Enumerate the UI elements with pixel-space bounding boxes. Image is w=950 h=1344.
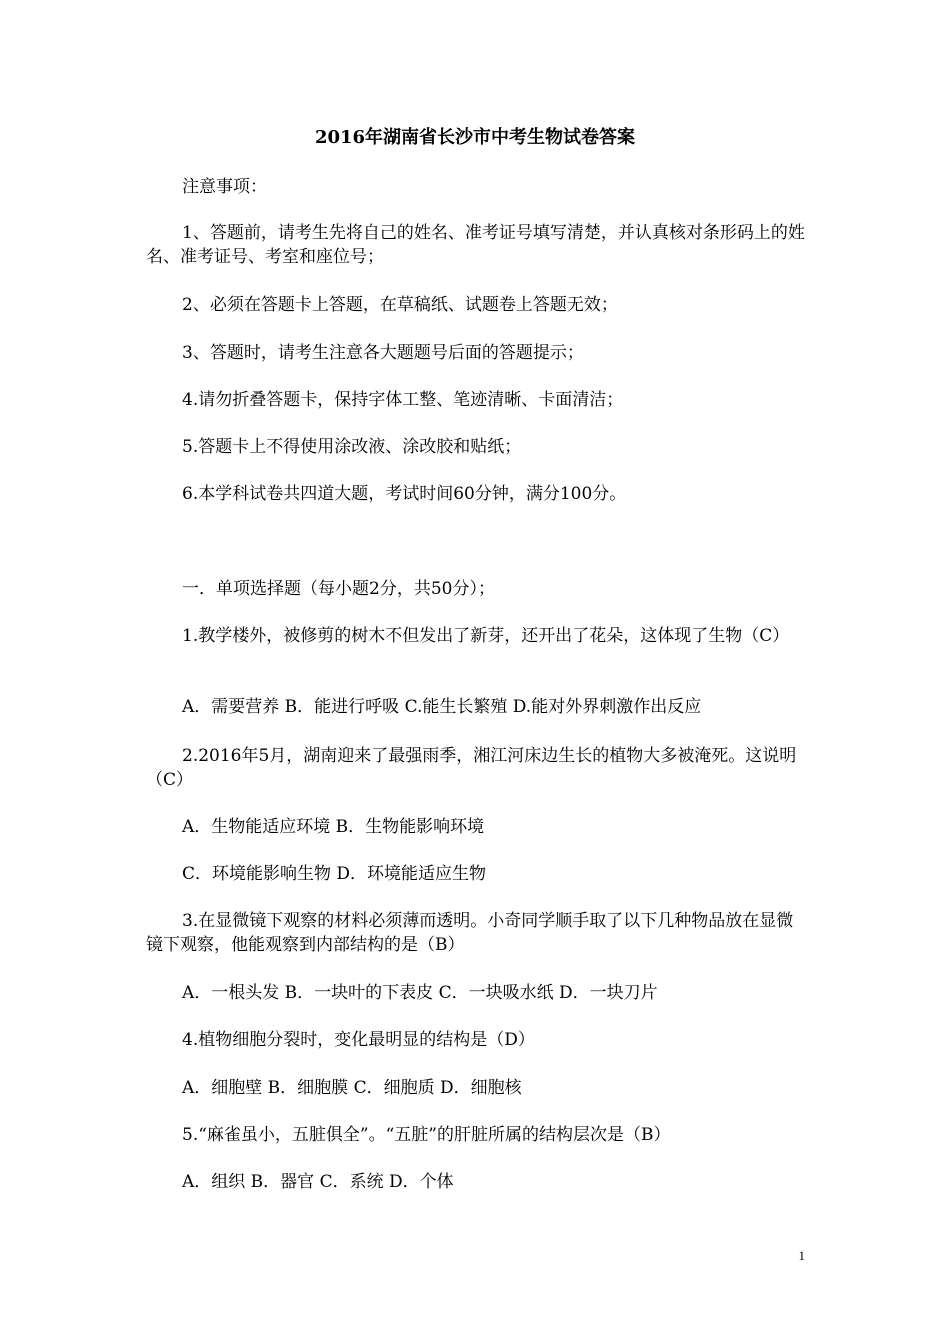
- notice-item-6: 6.本学科试卷共四道大题，考试时间60分钟，满分100分。: [182, 484, 627, 504]
- question-3: 3.在显微镜下观察的材料必须薄而透明。小奇同学顺手取了以下几种物品放在显微镜下观察，他能观察到内部结构的是（B）: [146, 911, 794, 955]
- question-3-options: A．一根头发 B．一块叶的下表皮 C．一块吸水纸 D．一块刀片: [182, 983, 658, 1003]
- notice-item-3: 3、答题时，请考生注意各大题题号后面的答题提示；: [182, 343, 584, 363]
- question-4-options: A．细胞壁 B．细胞膜 C．细胞质 D．细胞核: [182, 1078, 522, 1098]
- question-1-options: A．需要营养 B．能进行呼吸 C.能生长繁殖 D.能对外界刺激作出反应: [182, 697, 702, 717]
- page-number: 1: [798, 1248, 805, 1263]
- notice-item-4: 4.请勿折叠答题卡，保持字体工整、笔迹清晰、卡面清洁；: [182, 390, 624, 410]
- notice-heading: 注意事项：: [182, 177, 267, 197]
- question-2: 2.2016年5月，湖南迎来了最强雨季，湘江河床边生长的植物大多被淹死。这说明（C）: [146, 746, 797, 790]
- notice-item-5: 5.答题卡上不得使用涂改液、涂改胶和贴纸；: [182, 437, 522, 457]
- question-4: 4.植物细胞分裂时，变化最明显的结构是（D）: [182, 1030, 535, 1050]
- question-5: 5.“麻雀虽小，五脏俱全”。“五脏”的肝脏所属的结构层次是（B）: [182, 1125, 671, 1145]
- notice-item-2: 2、必须在答题卡上答题，在草稿纸、试题卷上答题无效；: [182, 295, 618, 315]
- notice-item-1: 1、答题前，请考生先将自己的姓名、准考证号填写清楚，并认真核对条形码上的姓名、准考证号、考室和座位号；: [146, 223, 805, 267]
- question-1: 1.教学楼外，被修剪的树木不但发出了新芽，还开出了花朵，这体现了生物（C）: [182, 626, 790, 646]
- question-5-options: A．组织 B．器官 C．系统 D．个体: [182, 1172, 454, 1192]
- question-2-options-b: C．环境能影响生物 D．环境能适应生物: [182, 864, 487, 884]
- question-2-options-a: A．生物能适应环境 B．生物能影响环境: [182, 817, 485, 837]
- section-heading: 一．单项选择题（每小题2分，共50分）；: [182, 579, 495, 599]
- document-title: 2016年湖南省长沙市中考生物试卷答案: [314, 127, 636, 148]
